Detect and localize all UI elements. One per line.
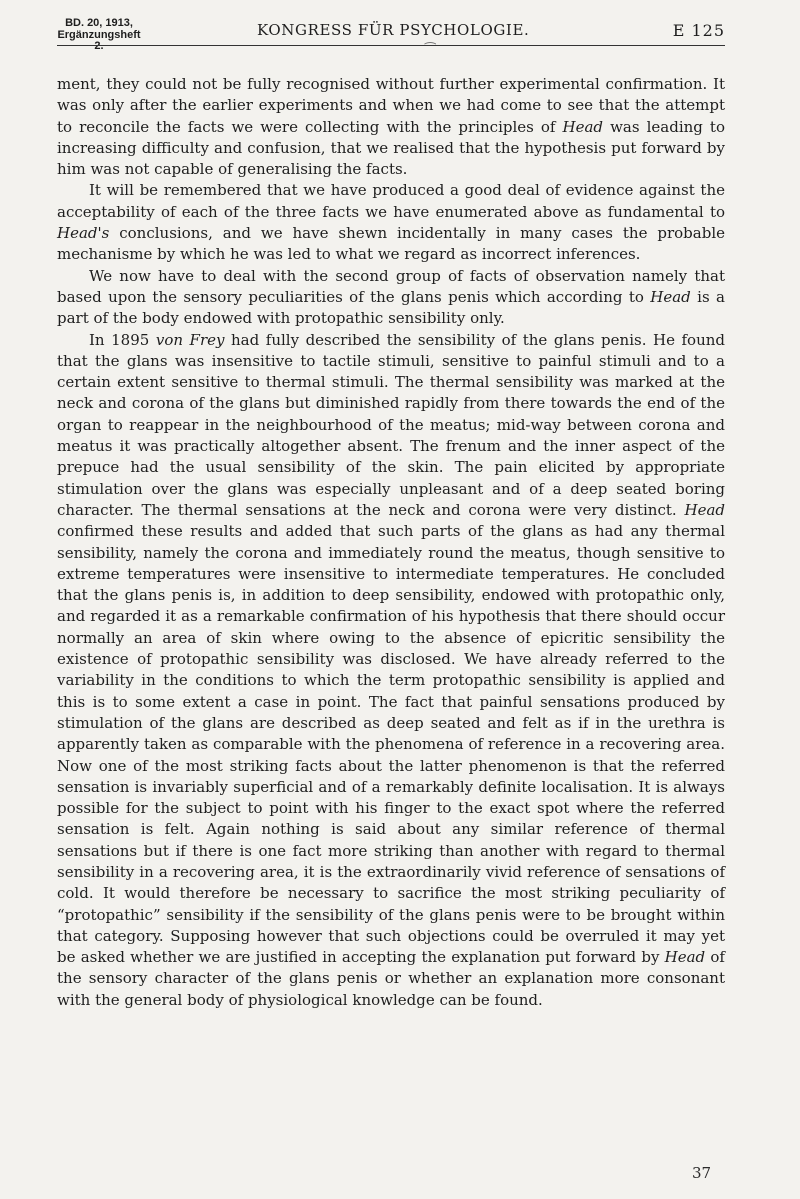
running-title: KONGRESS FÜR PSYCHOLOGIE. (257, 21, 530, 39)
italic-name: Head (562, 117, 604, 136)
paragraph-4 (57, 330, 725, 1012)
italic-name: von Frey (155, 330, 225, 349)
handwritten-folio: 37 (692, 1164, 712, 1182)
header-rule (57, 45, 725, 46)
text-run: confirmed these results and added that such parts of the glans as had any thermal sensibility, namely the corona and immediately round the meatus, though sensitive to extreme temperatures were insensitive to intermediate temperatures. He concluded that the glans penis is, in addition to deep sensibility, endowed with protopathic only, and regarded it as a remarkable confirmation of his hypothesis that there should occur normally an area of skin where owing to the absence of epicritic sensibility the existence of protopathic sensibility was disclosed. We have already referred to the variability in the conditions to which the term protopathic sensibility is applied and this is to some extent a case in point. The fact that painful sensations produced by stimulation of the glans are described as deep seated and felt as if in the urethra is apparently taken as comparable with the phenomena of reference in a recovering area. Now one of the most striking facts about the latter phenomenon is that the referred sensation is invariably superficial and of a remarkably definite localisation. It is always possible for the subject to point with his finger to the exact spot where the referred sensation is felt. Again nothing is said about any similar reference of thermal sensations but if there is one fact more striking than another with regard to thermal sensibility in a recovering area, it is the extraordinarily vivid reference of sensations of cold. It would therefore be necessary to sacrifice the most striking peculiarity of “protopathic” sensibility if the sensibility of the glans penis were to be brought within that category. Supposing however that such objections could be overruled it may yet be asked whether we are justified in accepting the explanation put forward by (57, 522, 725, 967)
page-header (57, 18, 725, 58)
volume-info (57, 18, 141, 52)
paragraph-2 (57, 180, 725, 265)
text-run: It will be remembered that we have produced a good deal of evidence against the acceptability of each of the three facts we have enumerated above as fundamental to (57, 181, 725, 221)
text-run: had fully described the sensibility of the glans penis. He found that the glans was insensitive to tactile stimuli, sensitive to painful stimuli and to a certain extent sensitive to thermal stimuli. The thermal sensibility was marked at the neck and corona of the glans but diminished rapidly from there towards the end of the organ to reappear in the neighbourhood of the meatus; mid-way between corona and meatus it was practically altogether absent. The frenum and the inner aspect of the prepuce had the usual sensibility of the skin. The pain elicited by appropriate stimulation over the glans was especially unpleasant and of a deep seated boring character. The thermal sensations at the neck and corona were very distinct. (57, 330, 726, 519)
paragraph-1 (57, 74, 725, 180)
italic-name: Head (684, 500, 725, 519)
supplement-number: Ergänzungsheft 2. (57, 29, 141, 52)
page-number: E 125 (672, 21, 725, 40)
text-run: of the sensory character of the glans penis or whether an explanation more consonant with the general body of physiological knowledge can be found. (57, 948, 725, 1009)
pencil-mark-icon: ⁀ (425, 43, 436, 58)
text-run: was leading to increasing difficulty and confusion, that we realised that the hypothesis put forward by him was not capable of generalising the facts. (57, 117, 725, 179)
text-run: is a part of the body endowed with protopathic sensibility only. (57, 287, 725, 328)
text-run: In 1895 (89, 330, 156, 349)
text-run: We now have to deal with the second group of facts of observation namely that based upon the sensory peculiarities of the glans penis which according to (57, 266, 725, 306)
italic-name: Head (650, 287, 691, 306)
volume-number: BD. 20, 1913, (65, 17, 133, 29)
article-body (57, 74, 725, 1011)
text-run: conclusions, and we have shewn incidentally in many cases the probable mechanisme by which he was led to what we regard as incorrect inferences. (57, 224, 725, 264)
italic-name: Head's (57, 224, 110, 243)
text-run: ment, they could not be fully recognised without further experimental confirmation. It was only after the earlier experiments and when we had come to see that the attempt to reconcile the facts we were collecting with the principles of (57, 75, 725, 136)
italic-name: Head (664, 948, 706, 967)
paragraph-3 (57, 266, 725, 330)
